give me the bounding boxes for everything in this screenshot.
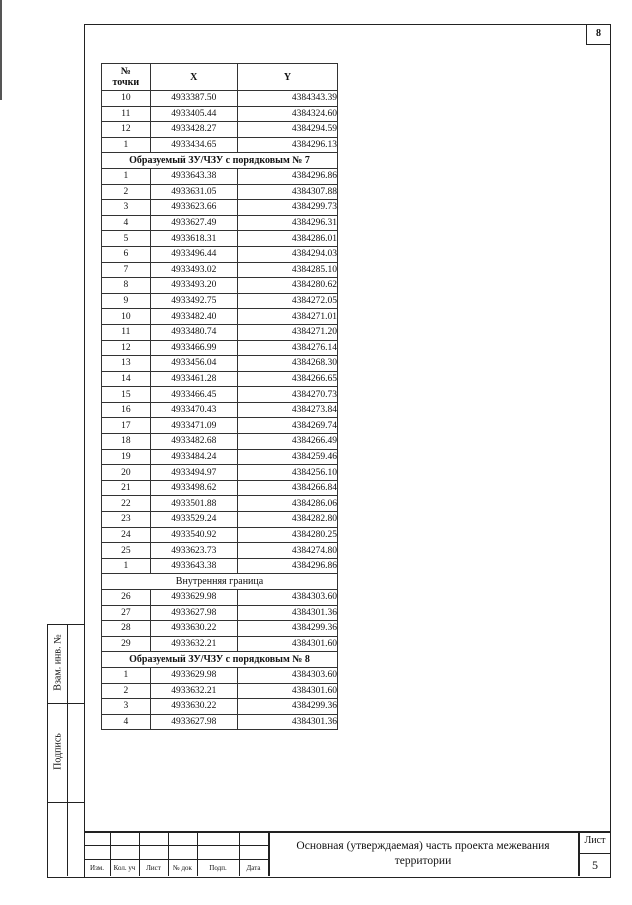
- table-row: [102, 605, 338, 621]
- point-number-cell: 15: [102, 387, 151, 403]
- table-row: [102, 215, 338, 231]
- y-coordinate-cell: 4384303.60: [237, 667, 337, 683]
- section-8-heading: [102, 652, 338, 668]
- x-coordinate-cell: 4933493.02: [150, 262, 237, 278]
- table-row: [102, 512, 338, 528]
- table-row: [102, 621, 338, 637]
- col-podp: Подп.: [209, 864, 227, 872]
- header-point-number: № точки: [102, 64, 151, 91]
- x-coordinate-cell: 4933387.50: [150, 91, 237, 107]
- x-coordinate-cell: 4933627.98: [150, 605, 237, 621]
- x-coordinate-cell: 4933405.44: [150, 106, 237, 122]
- table-row: [102, 184, 338, 200]
- y-coordinate-cell: 4384301.60: [237, 636, 337, 652]
- table-row: [102, 714, 338, 730]
- header-x: X: [150, 64, 237, 91]
- point-number-cell: 2: [102, 683, 151, 699]
- point-number-cell: 29: [102, 636, 151, 652]
- x-coordinate-cell: 4933618.31: [150, 231, 237, 247]
- x-coordinate-cell: 4933471.09: [150, 418, 237, 434]
- col-data: Дата: [246, 864, 261, 872]
- x-coordinate-cell: 4933470.43: [150, 402, 237, 418]
- point-number-cell: 12: [102, 122, 151, 138]
- y-coordinate-cell: 4384266.84: [237, 480, 337, 496]
- point-number-cell: 1: [102, 168, 151, 184]
- table-header-row: [102, 64, 338, 91]
- y-coordinate-cell: 4384299.36: [237, 621, 337, 637]
- point-number-cell: 5: [102, 231, 151, 247]
- x-coordinate-cell: 4933643.38: [150, 558, 237, 574]
- side-stamp-rule: [47, 703, 84, 704]
- x-coordinate-cell: 4933529.24: [150, 512, 237, 528]
- y-coordinate-cell: 4384280.62: [237, 278, 337, 294]
- list-number: 5: [592, 858, 598, 872]
- table-row: [102, 293, 338, 309]
- x-coordinate-cell: 4933466.99: [150, 340, 237, 356]
- table-row: [102, 122, 338, 138]
- y-coordinate-cell: 4384270.73: [237, 387, 337, 403]
- x-coordinate-cell: 4933484.24: [150, 449, 237, 465]
- y-coordinate-cell: 4384296.13: [237, 137, 337, 153]
- table-row: [102, 231, 338, 247]
- y-coordinate-cell: 4384286.01: [237, 231, 337, 247]
- table-row: [102, 309, 338, 325]
- col-kol-uch: Кол. уч: [113, 864, 136, 872]
- coordinates-table: [101, 63, 338, 730]
- x-coordinate-cell: 4933501.88: [150, 496, 237, 512]
- y-coordinate-cell: 4384324.60: [237, 106, 337, 122]
- y-coordinate-cell: 4384296.86: [237, 168, 337, 184]
- point-number-cell: 27: [102, 605, 151, 621]
- section-7-heading: [102, 153, 338, 169]
- y-coordinate-cell: 4384272.05: [237, 293, 337, 309]
- point-number-cell: 1: [102, 137, 151, 153]
- side-stamp-divider: [67, 624, 68, 876]
- table-row: [102, 402, 338, 418]
- y-coordinate-cell: 4384301.36: [237, 605, 337, 621]
- x-coordinate-cell: 4933632.21: [150, 683, 237, 699]
- point-number-cell: 20: [102, 465, 151, 481]
- point-number-cell: 22: [102, 496, 151, 512]
- table-row: [102, 527, 338, 543]
- y-coordinate-cell: 4384271.20: [237, 324, 337, 340]
- point-number-cell: 4: [102, 714, 151, 730]
- table-row: [102, 137, 338, 153]
- x-coordinate-cell: 4933461.28: [150, 371, 237, 387]
- x-coordinate-cell: 4933493.20: [150, 278, 237, 294]
- x-coordinate-cell: 4933632.21: [150, 636, 237, 652]
- table-row: [102, 449, 338, 465]
- col-list: Лист: [146, 864, 161, 872]
- y-coordinate-cell: 4384271.01: [237, 309, 337, 325]
- table-row: [102, 480, 338, 496]
- table-row: [102, 590, 338, 606]
- y-coordinate-cell: 4384269.74: [237, 418, 337, 434]
- y-coordinate-cell: 4384256.10: [237, 465, 337, 481]
- x-coordinate-cell: 4933456.04: [150, 356, 237, 372]
- table-row: [102, 106, 338, 122]
- x-coordinate-cell: 4933494.97: [150, 465, 237, 481]
- table-row: [102, 262, 338, 278]
- document-title: Основная (утверждаемая) часть проекта межевания территории: [296, 839, 550, 867]
- table-row: [102, 418, 338, 434]
- list-label: Лист: [584, 835, 606, 846]
- y-coordinate-cell: 4384266.65: [237, 371, 337, 387]
- sheet-number: 8: [586, 24, 610, 45]
- point-number-cell: 1: [102, 558, 151, 574]
- point-number-cell: 10: [102, 91, 151, 107]
- x-coordinate-cell: 4933482.68: [150, 434, 237, 450]
- y-coordinate-cell: 4384286.06: [237, 496, 337, 512]
- y-coordinate-cell: 4384282.80: [237, 512, 337, 528]
- table-row: [102, 683, 338, 699]
- section-8-heading-label: Образуемый ЗУ/ЧЗУ с порядковым № 8: [102, 652, 338, 668]
- podpis-label: Подпись: [52, 733, 64, 770]
- table-row: [102, 543, 338, 559]
- table-row: [102, 699, 338, 715]
- y-coordinate-cell: 4384303.60: [237, 590, 337, 606]
- point-number-cell: 19: [102, 449, 151, 465]
- table-row: [102, 168, 338, 184]
- point-number-cell: 16: [102, 402, 151, 418]
- point-number-cell: 9: [102, 293, 151, 309]
- point-number-cell: 21: [102, 480, 151, 496]
- title-block: [84, 831, 611, 876]
- x-coordinate-cell: 4933627.49: [150, 215, 237, 231]
- point-number-cell: 24: [102, 527, 151, 543]
- y-coordinate-cell: 4384274.80: [237, 543, 337, 559]
- point-number-cell: 3: [102, 200, 151, 216]
- header-y: Y: [237, 64, 337, 91]
- y-coordinate-cell: 4384301.36: [237, 714, 337, 730]
- x-coordinate-cell: 4933629.98: [150, 590, 237, 606]
- point-number-cell: 14: [102, 371, 151, 387]
- y-coordinate-cell: 4384280.25: [237, 527, 337, 543]
- point-number-cell: 1: [102, 667, 151, 683]
- point-number-cell: 26: [102, 590, 151, 606]
- point-number-cell: 18: [102, 434, 151, 450]
- table-row: [102, 246, 338, 262]
- point-number-cell: 28: [102, 621, 151, 637]
- point-number-cell: 17: [102, 418, 151, 434]
- point-number-cell: 25: [102, 543, 151, 559]
- table-row: [102, 558, 338, 574]
- y-coordinate-cell: 4384307.88: [237, 184, 337, 200]
- y-coordinate-cell: 4384276.14: [237, 340, 337, 356]
- table-row: [102, 371, 338, 387]
- x-coordinate-cell: 4933482.40: [150, 309, 237, 325]
- x-coordinate-cell: 4933627.98: [150, 714, 237, 730]
- y-coordinate-cell: 4384299.73: [237, 200, 337, 216]
- scan-edge-mark: [0, 0, 2, 100]
- table-row: [102, 91, 338, 107]
- point-number-cell: 11: [102, 106, 151, 122]
- y-coordinate-cell: 4384301.60: [237, 683, 337, 699]
- vzam-inv-label: Взам. инв. №: [52, 634, 64, 691]
- y-coordinate-cell: 4384285.10: [237, 262, 337, 278]
- point-number-cell: 2: [102, 184, 151, 200]
- x-coordinate-cell: 4933492.75: [150, 293, 237, 309]
- x-coordinate-cell: 4933428.27: [150, 122, 237, 138]
- side-stamp-rule: [47, 802, 84, 803]
- y-coordinate-cell: 4384294.03: [237, 246, 337, 262]
- x-coordinate-cell: 4933630.22: [150, 699, 237, 715]
- point-number-cell: 13: [102, 356, 151, 372]
- point-number-cell: 12: [102, 340, 151, 356]
- table-row: [102, 387, 338, 403]
- x-coordinate-cell: 4933623.66: [150, 200, 237, 216]
- x-coordinate-cell: 4933643.38: [150, 168, 237, 184]
- table-row: [102, 278, 338, 294]
- header-point-word: точки: [112, 77, 140, 88]
- point-number-cell: 6: [102, 246, 151, 262]
- y-coordinate-cell: 4384299.36: [237, 699, 337, 715]
- y-coordinate-cell: 4384266.49: [237, 434, 337, 450]
- x-coordinate-cell: 4933631.05: [150, 184, 237, 200]
- table-row: [102, 340, 338, 356]
- table-row: [102, 324, 338, 340]
- y-coordinate-cell: 4384296.86: [237, 558, 337, 574]
- x-coordinate-cell: 4933498.62: [150, 480, 237, 496]
- x-coordinate-cell: 4933466.45: [150, 387, 237, 403]
- y-coordinate-cell: 4384296.31: [237, 215, 337, 231]
- x-coordinate-cell: 4933434.65: [150, 137, 237, 153]
- x-coordinate-cell: 4933630.22: [150, 621, 237, 637]
- section-7-heading-label: Образуемый ЗУ/ЧЗУ с порядковым № 7: [102, 153, 338, 169]
- point-number-cell: 23: [102, 512, 151, 528]
- table-row: [102, 667, 338, 683]
- table-row: [102, 200, 338, 216]
- table-row: [102, 465, 338, 481]
- table-row: [102, 356, 338, 372]
- x-coordinate-cell: 4933496.44: [150, 246, 237, 262]
- x-coordinate-cell: 4933623.73: [150, 543, 237, 559]
- y-coordinate-cell: 4384343.39: [237, 91, 337, 107]
- point-number-cell: 11: [102, 324, 151, 340]
- y-coordinate-cell: 4384294.59: [237, 122, 337, 138]
- table-row: [102, 496, 338, 512]
- col-ndok: № док: [173, 864, 192, 872]
- inner-boundary-heading: [102, 574, 338, 590]
- point-number-cell: 8: [102, 278, 151, 294]
- table-row: [102, 636, 338, 652]
- table-body: [102, 91, 338, 730]
- inner-boundary-heading-label: Внутренняя граница: [102, 574, 338, 590]
- y-coordinate-cell: 4384268.30: [237, 356, 337, 372]
- y-coordinate-cell: 4384259.46: [237, 449, 337, 465]
- x-coordinate-cell: 4933629.98: [150, 667, 237, 683]
- table-row: [102, 434, 338, 450]
- point-number-cell: 10: [102, 309, 151, 325]
- point-number-cell: 3: [102, 699, 151, 715]
- x-coordinate-cell: 4933540.92: [150, 527, 237, 543]
- y-coordinate-cell: 4384273.84: [237, 402, 337, 418]
- point-number-cell: 4: [102, 215, 151, 231]
- x-coordinate-cell: 4933480.74: [150, 324, 237, 340]
- point-number-cell: 7: [102, 262, 151, 278]
- col-izm: Изм.: [90, 864, 104, 872]
